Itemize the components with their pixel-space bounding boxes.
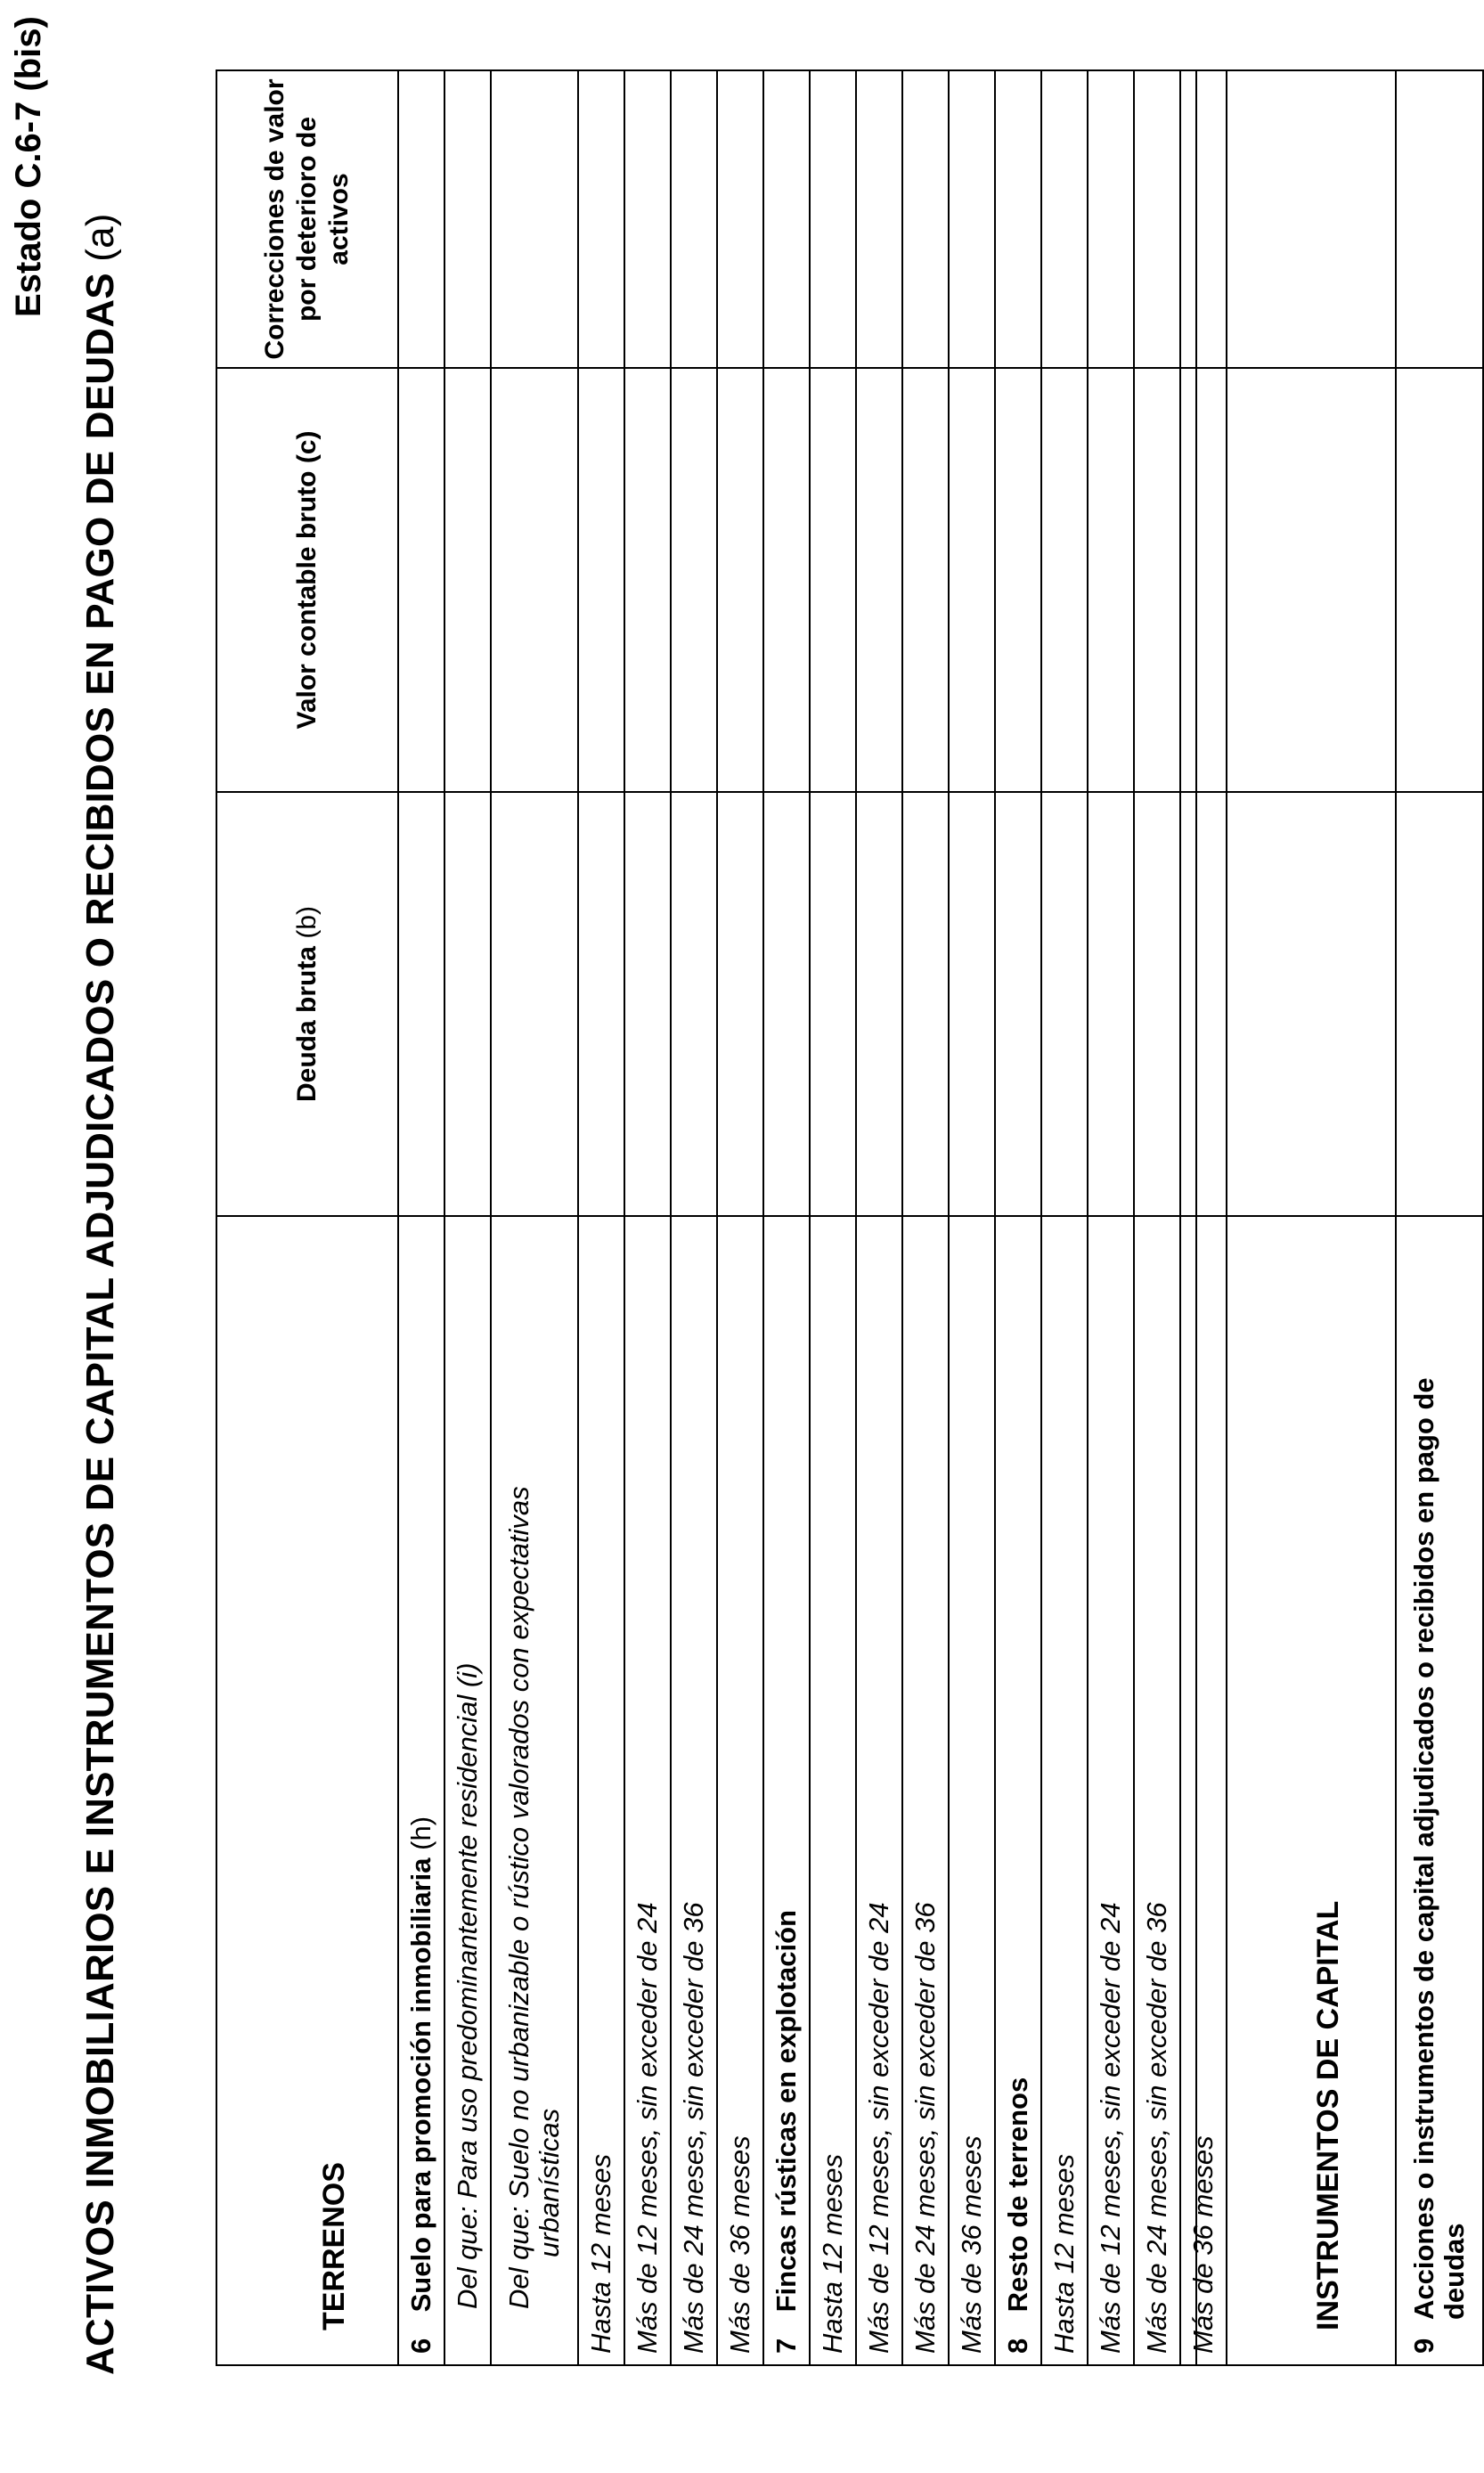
header-correcciones [216,70,398,368]
cell-correcciones[interactable] [717,70,763,368]
row-label: Más de 24 meses, sin exceder de 36 [1134,1216,1180,2365]
cell-deuda-bruta[interactable] [1134,792,1180,1216]
form-code: Estado C.6-7 (bis) [9,16,48,317]
title-note: (a) [78,213,122,262]
cell-deuda-bruta[interactable] [763,792,810,1216]
row-number: 6 [405,2338,436,2354]
row-label [1396,1216,1483,2365]
cell-deuda-bruta[interactable] [902,792,949,1216]
cell-correcciones[interactable] [902,70,949,368]
table-row [444,70,491,2365]
cell-valor-contable[interactable] [717,368,763,792]
cell-deuda-bruta[interactable] [578,792,624,1216]
row-number: 8 [1002,2338,1033,2354]
cell-correcciones[interactable] [949,70,995,368]
row-label: Más de 12 meses, sin exceder de 24 [1088,1216,1134,2365]
row-text-line1: Acciones o instrumentos de capital adjudicados o recibidos en pago de [1408,1377,1439,2320]
row-text: Resto de terrenos [1002,2077,1033,2313]
header-empty [1196,368,1396,792]
row-text-line2: urbanísticas [534,2108,565,2257]
row-label: Hasta 12 meses [1041,1216,1088,2365]
cell-valor-contable[interactable] [810,368,856,792]
header-correcciones-line1: Correcciones de valor [260,78,289,360]
row-label [398,1216,444,2365]
table-header-row [216,70,398,2365]
cell-deuda-bruta[interactable] [444,792,491,1216]
cell-deuda-bruta[interactable] [949,792,995,1216]
cell-valor-contable[interactable] [578,368,624,792]
cell-valor-contable[interactable] [671,368,717,792]
title-main: ACTIVOS INMOBILIARIOS E INSTRUMENTOS DE CAPITAL ADJUDICADOS O RECIBIDOS EN PAGO DE DEUDAS [78,273,122,2375]
header-deuda-bruta [216,792,398,1216]
row-label: Hasta 12 meses [810,1216,856,2365]
row-label [995,1216,1041,2365]
table-row [763,70,810,2365]
cell-valor-contable[interactable] [902,368,949,792]
row-label [763,1216,810,2365]
table-row [578,70,624,2365]
cell-correcciones[interactable] [671,70,717,368]
cell-correcciones[interactable] [856,70,902,368]
cell-valor-contable[interactable] [1088,368,1134,792]
table-header-row [1196,70,1396,2365]
header-instrumentos-capital: INSTRUMENTOS DE CAPITAL [1196,1216,1396,2365]
cell-valor-contable[interactable] [444,368,491,792]
row-text-line1: Del que: Suelo no urbanizable o rústico valorados con expectativas [503,1486,534,2309]
row-text [1409,1377,1470,2320]
table-row [949,70,995,2365]
header-terrenos: TERRENOS [216,1216,398,2365]
header-deuda-bruta-label: Deuda bruta [292,946,322,1103]
header-correcciones-line2: por deterioro de activos [292,116,354,322]
row-text: Fincas rústicas en explotación [771,1909,802,2313]
cell-correcciones[interactable] [578,70,624,368]
table-row [398,70,444,2365]
cell-deuda-bruta[interactable] [717,792,763,1216]
cell-correcciones[interactable] [624,70,671,368]
cell-valor-contable[interactable] [856,368,902,792]
row-label [491,1216,578,2365]
table-row [1088,70,1134,2365]
table-row [1134,70,1180,2365]
table-row [624,70,671,2365]
row-number: 7 [771,2338,802,2354]
cell-correcciones[interactable] [444,70,491,368]
cell-valor-contable[interactable] [995,368,1041,792]
row-number: 9 [1408,2338,1439,2354]
table-row [995,70,1041,2365]
table-row [717,70,763,2365]
row-label: Más de 24 meses, sin exceder de 36 [902,1216,949,2365]
cell-correcciones[interactable] [763,70,810,368]
cell-correcciones[interactable] [1396,70,1483,368]
row-label: Más de 24 meses, sin exceder de 36 [671,1216,717,2365]
header-deuda-bruta-note: (b) [292,905,322,939]
cell-correcciones[interactable] [1088,70,1134,368]
cell-valor-contable[interactable] [1396,368,1483,792]
table-row [1396,70,1483,2365]
cell-deuda-bruta[interactable] [671,792,717,1216]
cell-valor-contable[interactable] [1041,368,1088,792]
cell-valor-contable[interactable] [763,368,810,792]
cell-deuda-bruta[interactable] [1088,792,1134,1216]
page-title [78,59,123,2375]
cell-correcciones[interactable] [810,70,856,368]
cell-valor-contable[interactable] [949,368,995,792]
cell-valor-contable[interactable] [491,368,578,792]
cell-deuda-bruta[interactable] [810,792,856,1216]
header-valor-contable: Valor contable bruto (c) [216,368,398,792]
cell-correcciones[interactable] [1041,70,1088,368]
table-row [902,70,949,2365]
cell-deuda-bruta[interactable] [856,792,902,1216]
row-label: Más de 12 meses, sin exceder de 24 [624,1216,671,2365]
table-row [671,70,717,2365]
capital-table [1195,69,1484,2366]
cell-valor-contable[interactable] [1134,368,1180,792]
cell-deuda-bruta[interactable] [398,792,444,1216]
cell-correcciones[interactable] [1134,70,1180,368]
cell-correcciones[interactable] [995,70,1041,368]
cell-deuda-bruta[interactable] [491,792,578,1216]
row-note: (h) [405,1816,436,1850]
row-label: Más de 12 meses, sin exceder de 24 [856,1216,902,2365]
cell-deuda-bruta[interactable] [995,792,1041,1216]
cell-valor-contable[interactable] [624,368,671,792]
table-row [1041,70,1088,2365]
row-text-line2: deudas [1439,2223,1470,2320]
row-label: Más de 36 meses [1180,1216,1227,2365]
table-row [810,70,856,2365]
row-label: Más de 36 meses [717,1216,763,2365]
row-label: Hasta 12 meses [578,1216,624,2365]
table-row [491,70,578,2365]
row-label: Más de 36 meses [949,1216,995,2365]
cell-correcciones[interactable] [491,70,578,368]
cell-correcciones[interactable] [398,70,444,368]
header-empty [1196,70,1396,368]
terrenos-table [216,69,1227,2366]
row-label: Del que: Para uso predominantemente residencial (i) [444,1216,491,2365]
cell-valor-contable[interactable] [398,368,444,792]
cell-deuda-bruta[interactable] [1041,792,1088,1216]
cell-deuda-bruta[interactable] [1396,792,1483,1216]
table-row [856,70,902,2365]
row-text: Suelo para promoción inmobiliaria [405,1857,436,2313]
cell-deuda-bruta[interactable] [624,792,671,1216]
header-empty [1196,792,1396,1216]
